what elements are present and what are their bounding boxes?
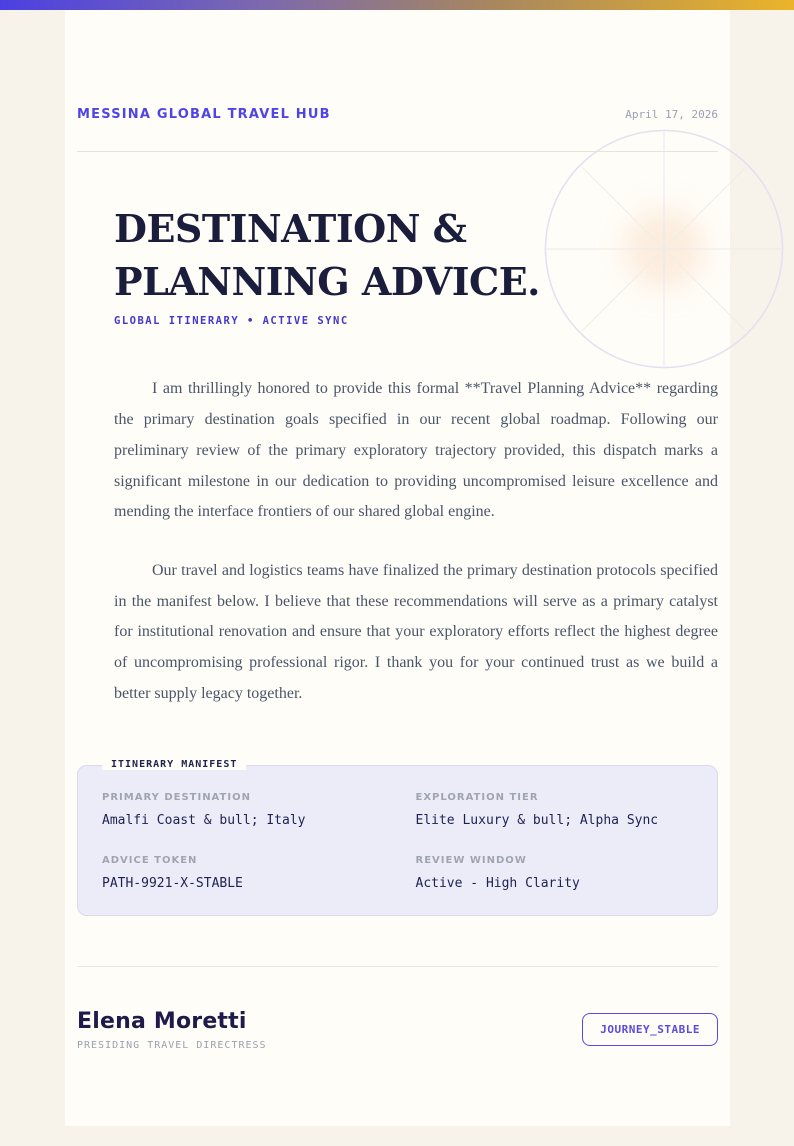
card-content <box>77 10 718 1051</box>
manifest-grid <box>102 792 693 891</box>
paragraph-2: Our travel and logistics teams have finalized the primary destination protocols specified in the manifest below. I believe that these recommendations will serve as a primary catalyst for institutional renovation and ensure that your exploratory efforts reflect the highest degree of uncompromising professional rigor. I thank you for your continued trust as we build a better supply legacy together. <box>114 561 718 702</box>
field-value: Amalfi Coast & bull; Italy <box>102 812 306 828</box>
signatory-role: PRESIDING TRAVEL DIRECTRESS <box>77 1039 267 1051</box>
letter-body <box>77 202 718 710</box>
field-label: EXPLORATION TIER <box>415 791 539 803</box>
field-label: REVIEW WINDOW <box>415 854 527 866</box>
field-value: Active - High Clarity <box>415 875 580 891</box>
manifest-legend: ITINERARY MANIFEST <box>102 759 246 770</box>
header-divider <box>77 151 718 152</box>
field-value: Elite Luxury & bull; Alpha Sync <box>415 812 659 828</box>
page-subtitle: GLOBAL ITINERARY • ACTIVE SYNC <box>114 315 349 328</box>
field-primary-destination <box>102 792 380 828</box>
footer-divider <box>77 966 718 967</box>
document-date: April 17, 2026 <box>625 108 718 121</box>
signature-row <box>77 1009 718 1051</box>
page-title <box>114 202 718 308</box>
field-label: ADVICE TOKEN <box>102 854 198 866</box>
top-gradient-bar <box>0 0 794 10</box>
field-label: PRIMARY DESTINATION <box>102 791 251 803</box>
signature-block <box>77 1009 267 1051</box>
field-exploration-tier <box>416 792 694 828</box>
journey-status-button[interactable]: JOURNEY_STABLE <box>582 1013 718 1046</box>
brand-name: MESSINA GLOBAL TRAVEL HUB <box>77 107 331 122</box>
itinerary-manifest-panel <box>77 758 718 916</box>
page-title-line2: PLANNING ADVICE. <box>114 259 540 305</box>
field-advice-token <box>102 855 380 891</box>
document-card <box>65 10 730 1126</box>
letterhead <box>77 10 718 122</box>
page-title-line1: DESTINATION & <box>114 206 467 251</box>
field-review-window <box>416 855 694 891</box>
paragraph-1: I am thrillingly honored to provide this formal **Travel Planning Advice** regarding the primary destination goals specified in our recent global roadmap. Following our preliminary review of the primary exploratory trajectory provided, this dispatch marks a significant milestone in our dedication to providing uncompromised leisure excellence and mending the interface frontiers of our shared global engine. <box>114 380 718 521</box>
field-value: PATH-9921-X-STABLE <box>102 875 243 891</box>
signatory-name: Elena Moretti <box>77 1008 247 1034</box>
